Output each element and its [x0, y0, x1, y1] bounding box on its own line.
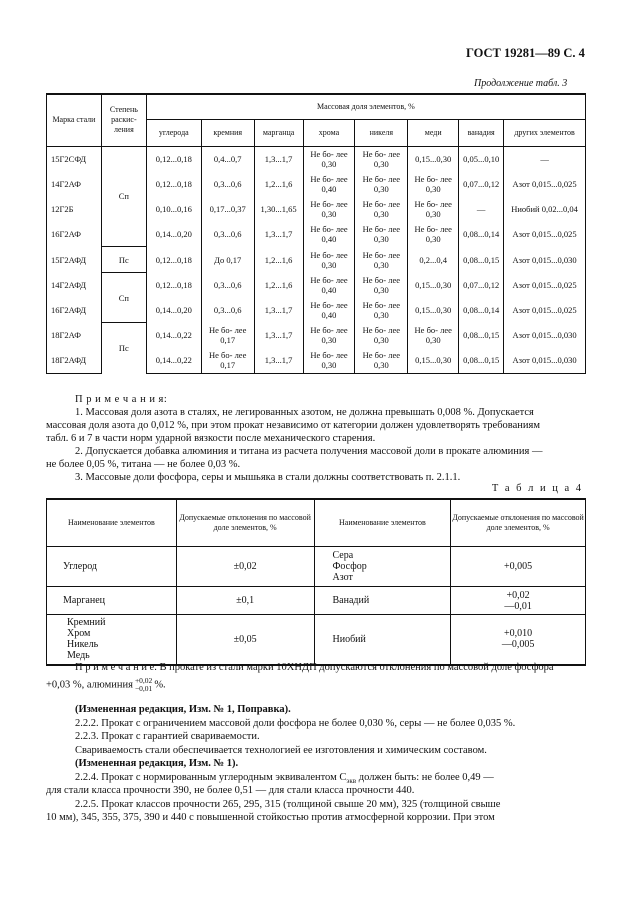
- col-deox-header: Степень раскис-ления: [101, 94, 146, 146]
- cell: Азот 0,015...0,030: [504, 247, 586, 273]
- col-header: Наименование элементов: [47, 499, 177, 547]
- cell: 0,3...0,6: [201, 222, 254, 247]
- cell-grade: 16Г2АФ: [47, 222, 102, 247]
- col-header: марганца: [254, 119, 303, 146]
- cell: 0,05...0,10: [459, 146, 504, 172]
- tolerance-fraction: [135, 677, 152, 693]
- note-text: +0,03 %, алюминия: [46, 679, 133, 691]
- table-row: [47, 587, 586, 615]
- cell-grade: 15Г2СФД: [47, 146, 102, 172]
- cell: Не бо- лее 0,30: [355, 273, 408, 298]
- cell: 0,08...0,14: [459, 222, 504, 247]
- clause-2-2-5: 2.2.5. Прокат классов прочности 265, 295, 315 (толщиной свыше 20 мм), 325 (толщиной свыше: [75, 799, 501, 810]
- cell: —: [504, 146, 586, 172]
- note-1: 1. Массовая доля азота в сталях, не легированных азотом, не должна превышать 0,008 %. Допускается: [75, 407, 534, 418]
- table-row: [47, 247, 586, 273]
- cell: Не бо- лее 0,30: [355, 222, 408, 247]
- cell: Азот 0,015...0,025: [504, 298, 586, 323]
- cell-grade: 18Г2АФД: [47, 348, 102, 374]
- clause-2-2-3: 2.2.3. Прокат с гарантией свариваемости.: [75, 731, 260, 742]
- col-header: Допускаемые отклонения по массовой доле элементов, %: [451, 499, 586, 547]
- cell: Азот 0,015...0,030: [504, 348, 586, 374]
- col-header: кремния: [201, 119, 254, 146]
- cell: 0,08...0,15: [459, 348, 504, 374]
- cell: Не бо- лее 0,30: [355, 247, 408, 273]
- col-header: других элементов: [504, 119, 586, 146]
- cell-line: Никель: [67, 639, 99, 651]
- col-header: никеля: [355, 119, 408, 146]
- cell: Не бо- лее 0,30: [303, 323, 355, 348]
- cell: Не бо- лее 0,30: [408, 222, 459, 247]
- cell: Не бо- лее 0,17: [201, 323, 254, 348]
- table-row: [47, 547, 586, 587]
- fraction-lower: −0,01: [134, 684, 153, 693]
- cell: [47, 615, 177, 665]
- cell: Не бо- лее 0,30: [408, 197, 459, 222]
- cell: Не бо- лее 0,30: [303, 348, 355, 374]
- col-header: Наименование элементов: [314, 499, 451, 547]
- table-row: [47, 146, 586, 172]
- cell: 0,12...0,18: [146, 172, 201, 197]
- cell: [314, 547, 451, 587]
- cell: 1,2...1,6: [254, 273, 303, 298]
- cell: Азот 0,015...0,030: [504, 323, 586, 348]
- cell: [451, 587, 586, 615]
- col-header: ванадия: [459, 119, 504, 146]
- cell-line: Азот: [332, 572, 353, 583]
- cell: 1,3...1,7: [254, 323, 303, 348]
- cell: 0,12...0,18: [146, 247, 201, 273]
- cell: До 0,17: [201, 247, 254, 273]
- cell-line: —0,005: [501, 639, 535, 651]
- subscript: экв: [346, 777, 357, 786]
- page-header: ГОСТ 19281—89 С. 4: [466, 46, 585, 60]
- cell: Не бо- лее 0,30: [355, 172, 408, 197]
- cell-line: Хром: [67, 628, 91, 640]
- cell: Марганец: [47, 587, 177, 615]
- note-3: 3. Массовые доли фосфора, серы и мышьяка в стали должны соответствовать п. 2.1.1.: [75, 472, 461, 483]
- cell: 0,15...0,30: [408, 273, 459, 298]
- clause-text: должен быть: не более 0,49 —: [356, 772, 494, 783]
- note-text: %.: [154, 679, 166, 691]
- cell: ±0,02: [176, 547, 314, 587]
- table-3: [46, 93, 586, 374]
- table-4-note-cont: [46, 677, 166, 693]
- table-row: [47, 615, 586, 665]
- cell-deox: Сп: [101, 273, 146, 323]
- cell: Не бо- лее 0,30: [355, 348, 408, 374]
- cell: 1,2...1,6: [254, 172, 303, 197]
- cell: 0,14...0,22: [146, 323, 201, 348]
- cell-line: Фосфор: [332, 561, 367, 572]
- cell: ±0,1: [176, 587, 314, 615]
- note-2: 2. Допускается добавка алюминия и титана из расчета получения массовой доли в прокате алюминия —: [75, 446, 543, 457]
- cell: 1,30...1,65: [254, 197, 303, 222]
- cell: 0,12...0,18: [146, 146, 201, 172]
- table-4-caption: Т а б л и ц а 4: [491, 483, 583, 494]
- cell: 0,14...0,20: [146, 298, 201, 323]
- note-2-cont: не более 0,05 %, титана — не более 0,03 %.: [46, 459, 241, 470]
- cell: 1,3...1,7: [254, 348, 303, 374]
- cell: Не бо- лее 0,30: [355, 323, 408, 348]
- cell-grade: 14Г2АФ: [47, 172, 102, 197]
- cell: Азот 0,015...0,025: [504, 273, 586, 298]
- table-continuation-label: Продолжение табл. 3: [474, 78, 568, 89]
- cell: Ниобий 0,02...0,04: [504, 197, 586, 222]
- cell: ±0,05: [176, 615, 314, 665]
- cell: 0,08...0,15: [459, 323, 504, 348]
- notes-heading: П р и м е ч а н и я:: [75, 394, 168, 405]
- cell: Не бо- лее 0,30: [355, 197, 408, 222]
- cell-deox: Пс: [101, 247, 146, 273]
- cell: 0,14...0,22: [146, 348, 201, 374]
- cell: 0,15...0,30: [408, 348, 459, 374]
- cell: Не бо- лее 0,30: [303, 146, 355, 172]
- cell: —: [459, 197, 504, 222]
- cell: Не бо- лее 0,30: [355, 298, 408, 323]
- cell: 0,17...0,37: [201, 197, 254, 222]
- cell: 1,3...1,7: [254, 298, 303, 323]
- cell: 0,07...0,12: [459, 172, 504, 197]
- table-row: [47, 273, 586, 298]
- cell: 0,14...0,20: [146, 222, 201, 247]
- amendment-note: (Измененная редакция, Изм. № 1).: [75, 758, 239, 769]
- cell-line: Медь: [67, 650, 90, 662]
- fraction-upper: +0,02: [134, 676, 153, 685]
- note-1-cont: табл. 6 и 7 в части норм ударной вязкости после механического старения.: [46, 433, 376, 444]
- cell: Не бо- лее 0,30: [303, 247, 355, 273]
- cell-line: Кремний: [67, 617, 106, 629]
- col-header: хрома: [303, 119, 355, 146]
- clause-2-2-5-cont: 10 мм), 345, 355, 375, 390 и 440 с повышенной стойкостью против атмосферной коррозии. При этом: [46, 812, 495, 823]
- cell: 0,2...0,4: [408, 247, 459, 273]
- cell: Не бо- лее 0,17: [201, 348, 254, 374]
- cell-line: —0,01: [504, 600, 532, 612]
- col-header: Допускаемые отклонения по массовой доле элементов, %: [176, 499, 314, 547]
- cell: 0,08...0,14: [459, 298, 504, 323]
- cell: 1,3...1,7: [254, 146, 303, 172]
- cell: Ниобий: [314, 615, 451, 665]
- cell: 0,08...0,15: [459, 247, 504, 273]
- table-4-note: П р и м е ч а н и е. В прокате из стали марки 10ХНДП допускаются отклонения по массовой доле фосфора: [75, 662, 554, 673]
- cell-grade: 12Г2Б: [47, 197, 102, 222]
- cell-grade: 14Г2АФД: [47, 273, 102, 298]
- cell: Не бо- лее 0,30: [408, 172, 459, 197]
- cell-line: +0,010: [504, 628, 533, 640]
- cell: 0,3...0,6: [201, 273, 254, 298]
- col-header: углерода: [146, 119, 201, 146]
- cell: Азот 0,015...0,025: [504, 172, 586, 197]
- cell: 1,3...1,7: [254, 222, 303, 247]
- cell: Не бо- лее 0,30: [303, 197, 355, 222]
- cell-deox: Пс: [101, 323, 146, 374]
- cell: Не бо- лее 0,40: [303, 172, 355, 197]
- cell: Не бо- лее 0,30: [408, 323, 459, 348]
- table-row: [47, 323, 586, 348]
- col-grade-header: Марка стали: [47, 94, 102, 146]
- cell: 0,3...0,6: [201, 172, 254, 197]
- cell-grade: 15Г2АФД: [47, 247, 102, 273]
- cell: 0,4...0,7: [201, 146, 254, 172]
- cell-grade: 18Г2АФ: [47, 323, 102, 348]
- cell: Не бо- лее 0,30: [355, 146, 408, 172]
- cell: Ванадий: [314, 587, 451, 615]
- clause-text: 2.2.4. Прокат с нормированным углеродным эквивалентом С: [75, 772, 347, 783]
- col-header: меди: [408, 119, 459, 146]
- cell: Азот 0,015...0,025: [504, 222, 586, 247]
- cell: Углерод: [47, 547, 177, 587]
- cell: Не бо- лее 0,40: [303, 222, 355, 247]
- col-group-header: Массовая доля элементов, %: [146, 94, 585, 119]
- cell: 0,10...0,16: [146, 197, 201, 222]
- cell: 0,15...0,30: [408, 146, 459, 172]
- cell: Не бо- лее 0,40: [303, 298, 355, 323]
- cell: +0,005: [451, 547, 586, 587]
- table-4: [46, 498, 586, 666]
- cell: [451, 615, 586, 665]
- clause-2-2-2: 2.2.2. Прокат с ограничением массовой доли фосфора не более 0,030 %, серы — не более 0,035 %.: [75, 718, 516, 729]
- clause-2-2-4-cont: для стали класса прочности 390, не более 0,51 — для стали класса прочности 440.: [46, 785, 415, 796]
- cell: 0,07...0,12: [459, 273, 504, 298]
- cell: 0,3...0,6: [201, 298, 254, 323]
- cell-line: +0,02: [506, 589, 530, 601]
- cell: 1,2...1,6: [254, 247, 303, 273]
- weldability-text: Свариваемость стали обеспечивается технологией ее изготовления и химическим составом.: [75, 745, 487, 756]
- cell: Не бо- лее 0,40: [303, 273, 355, 298]
- cell: 0,15...0,30: [408, 298, 459, 323]
- cell: 0,12...0,18: [146, 273, 201, 298]
- cell-deox: Сп: [101, 146, 146, 247]
- amendment-note: (Измененная редакция, Изм. № 1, Поправка).: [75, 704, 291, 715]
- cell-grade: 16Г2АФД: [47, 298, 102, 323]
- note-1-cont: массовая доля азота до 0,012 %, при этом прокат независимо от категории должен удовлетворять требованиям: [46, 420, 541, 431]
- cell-line: Сера: [332, 550, 354, 561]
